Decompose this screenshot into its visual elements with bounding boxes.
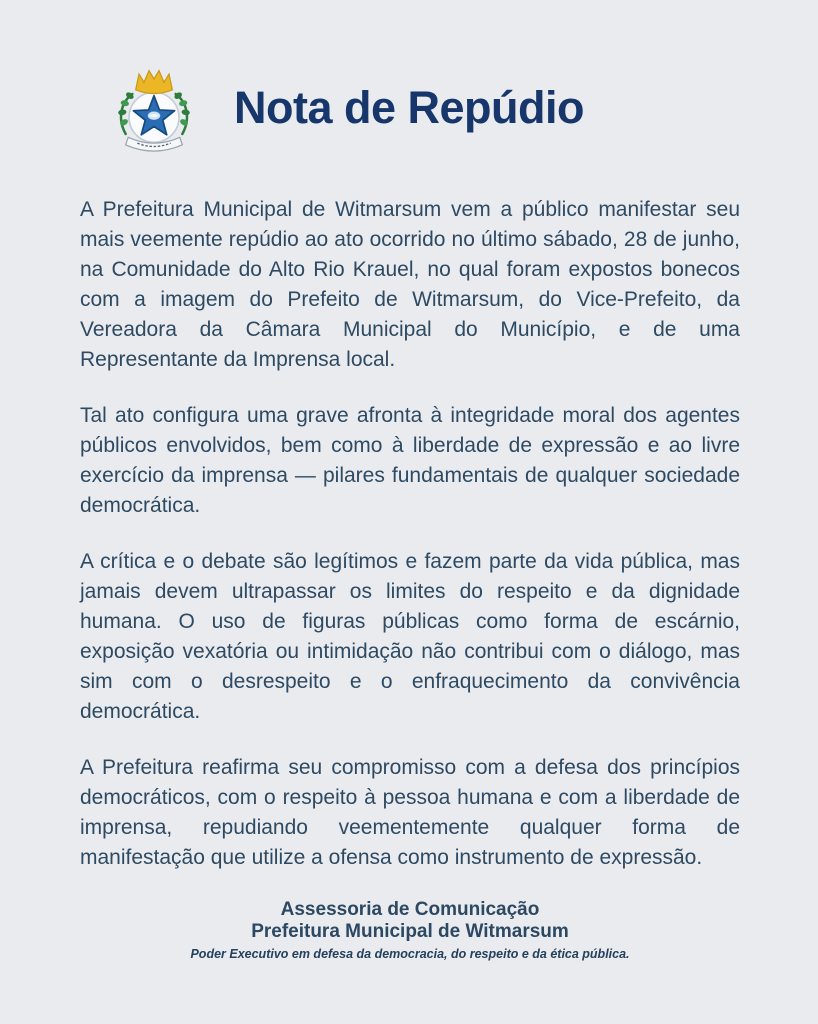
statement-paragraph-1: A Prefeitura Municipal de Witmarsum vem a público manifestar seu mais veemente repúdio ao ato ocorrido no último sábado, 28 de junho, na Comunidade do Alto Rio Krauel, no qual foram expostos bonecos com a imagem do Prefeito de Witmarsum, do Vice-Prefeito, da Vereadora da Câmara Municipal do Município, e de uma Representante da Imprensa local. [80, 198, 740, 371]
page-header [0, 0, 818, 165]
statement-paragraph-4: A Prefeitura reafirma seu compromisso com a defesa dos princípios democráticos, com o respeito à pessoa humana e com a liberdade de imprensa, repudiando veementemente qualquer forma de manifestação que utilize a ofensa como instrumento de expressão. [80, 756, 740, 869]
signature-organization: Prefeitura Municipal de Witmarsum [251, 921, 569, 942]
statement-paragraph-3: A crítica e o debate são legítimos e fazem parte da vida pública, mas jamais devem ultrapassar os limites do respeito e da dignidade humana. O uso de figuras públicas como forma de escárnio, exposição vexatória ou intimidação não contribui com o diálogo, mas sim com o desrespeito e o enfraquecimento da convivência democrática. [80, 550, 740, 723]
signature-block [80, 899, 740, 961]
statement-body [0, 165, 818, 961]
signature-tagline: Poder Executivo em defesa da democracia, do respeito e da ética pública. [190, 947, 630, 961]
page-title: Nota de Repúdio [234, 82, 584, 133]
signature-department: Assessoria de Comunicação [280, 899, 540, 920]
statement-paragraph-2: Tal ato configura uma grave afronta à integridade moral dos agentes públicos envolvidos, bem como à liberdade de expressão e ao livre exercício da imprensa — pilares fundamentais de qualquer sociedade democrática. [80, 404, 740, 517]
